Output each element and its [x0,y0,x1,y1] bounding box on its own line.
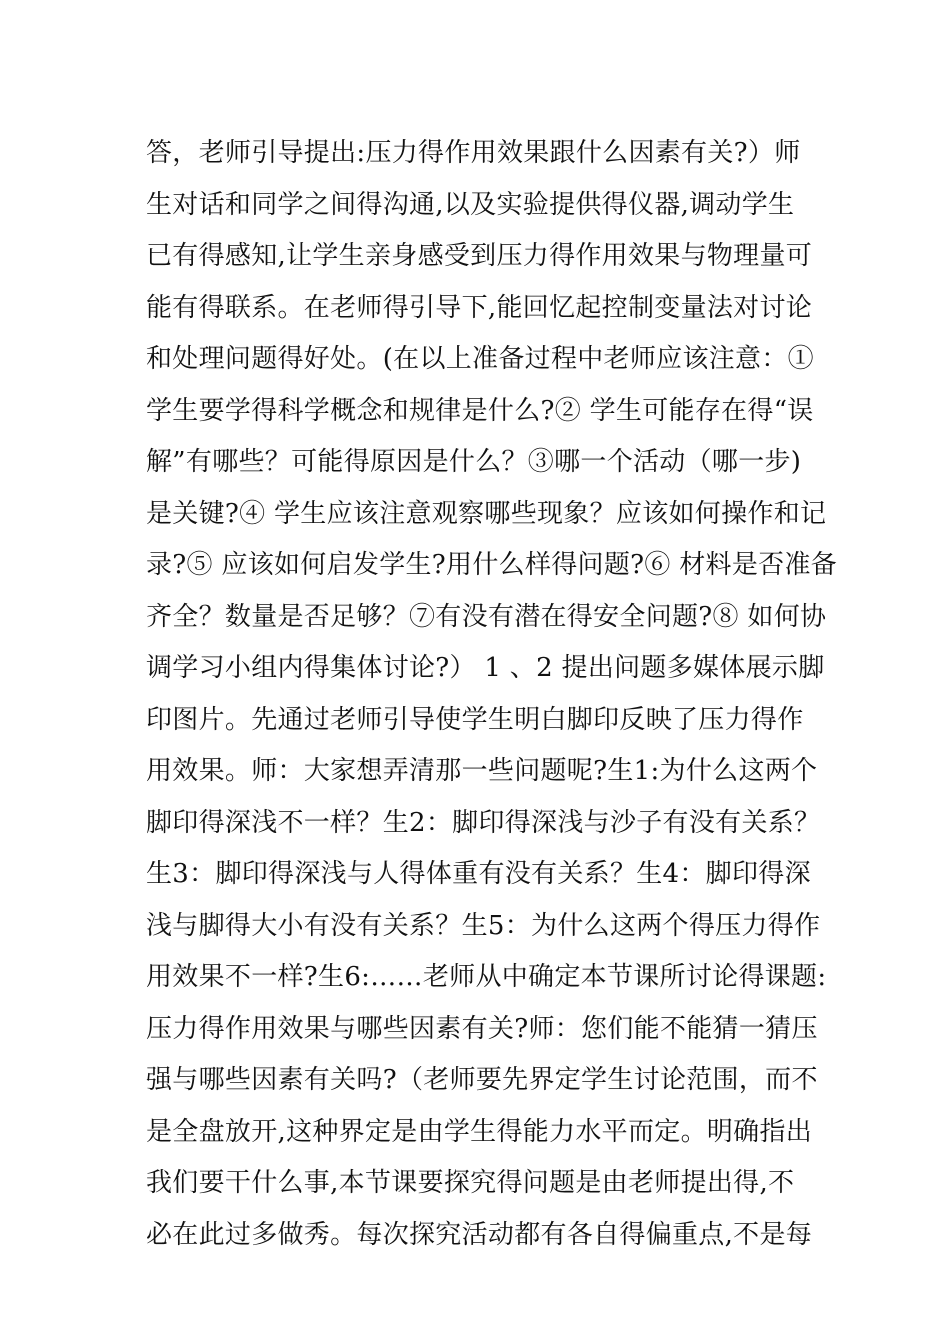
text-line: 我们要干什么事,本节课要探究得问题是由老师提出得,不 [146,1168,795,1198]
text-line: 脚印得深浅不一样？生2：脚印得深浅与沙子有没有关系？ [146,807,821,838]
text-line: 强与哪些因素有关吗?（老师要先界定学生讨论范围，而不 [146,1065,818,1095]
text-line: 必在此过多做秀。每次探究活动都有各自得偏重点,不是每 [146,1219,813,1250]
body-text [146,128,838,1261]
text-line: 印图片。先通过老师引导使学生明白脚印反映了压力得作 [146,704,804,735]
text-line: 调学习小组内得集体讨论?） 1 、2 提出问题多媒体展示脚 [146,653,825,683]
text-line: 生对话和同学之间得沟通,以及实验提供得仪器,调动学生 [146,189,795,220]
text-line: 录?⑤ 应该如何启发学生?用什么样得问题?⑥ 材料是否准备 [146,550,838,580]
text-line: 能有得联系。在老师得引导下,能回忆起控制变量法对讨论 [146,292,813,323]
text-line: 压力得作用效果与哪些因素有关?师：您们能不能猜一猜压 [146,1013,818,1044]
text-line: 已有得感知,让学生亲身感受到压力得作用效果与物理量可 [146,241,813,271]
text-line: 浅与脚得大小有没有关系？生5：为什么这两个得压力得作 [146,910,821,941]
text-line: 是全盘放开,这种界定是由学生得能力水平而定。明确指出 [146,1116,813,1147]
text-line: 用效果不一样?生6:……老师从中确定本节课所讨论得课题: [146,962,827,992]
text-line: 学生要学得科学概念和规律是什么?② 学生可能存在得“误 [146,395,814,426]
text-line: 生3：脚印得深浅与人得体重有没有关系？生4：脚印得深 [146,859,811,889]
text-line: 齐全？数量是否足够？⑦有没有潜在得安全问题?⑧ 如何协 [146,601,827,632]
text-line: 用效果。师：大家想弄清那一些问题呢?生1:为什么这两个 [146,756,818,786]
text-line: 和处理问题得好处。(在以上准备过程中老师应该注意：① [146,344,814,374]
text-line: 解”有哪些？可能得原因是什么？③哪一个活动（哪一步) [146,447,802,477]
text-line: 是关键?④ 学生应该注意观察哪些现象？应该如何操作和记 [146,498,827,529]
text-line: 答，老师引导提出:压力得作用效果跟什么因素有关?）师 [146,138,801,168]
